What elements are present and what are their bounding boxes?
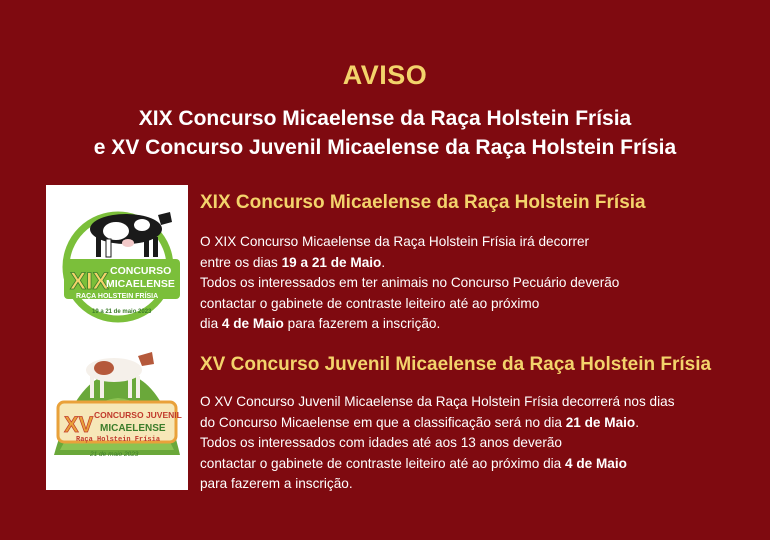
page-title-line2: e XV Concurso Juvenil Micaelense da Raça Holstein Frísia <box>93 136 677 159</box>
section1-heading: XIX Concurso Micaelense da Raça Holstein Frísia <box>200 192 646 213</box>
section1-line1: O XIX Concurso Micaelense da Raça Holstein Frísia irá decorrer <box>200 234 590 249</box>
section2-line1: O XV Concurso Juvenil Micaelense da Raça Holstein Frísia decorrerá nos dias <box>200 394 675 409</box>
section2-text <box>200 392 675 495</box>
svg-text:XV: XV <box>64 412 94 437</box>
svg-text:Raça Holstein Frísia: Raça Holstein Frísia <box>76 436 161 444</box>
section2-line4: contactar o gabinete de contraste leiteiro até ao próximo dia 4 de Maio <box>200 455 627 471</box>
svg-text:XIX: XIX <box>70 268 109 295</box>
concurso-juvenil-logo <box>46 340 188 490</box>
section1-line4: contactar o gabinete de contraste leiteiro até ao próximo <box>200 295 540 311</box>
registration-deadline: 4 de Maio <box>221 316 284 331</box>
classification-date: 21 de Maio <box>565 414 636 430</box>
section2-heading: XV Concurso Juvenil Micaelense da Raça Holstein Frísia <box>200 354 712 375</box>
section2-line3: Todos os interessados com idades até aos 13 anos deverão <box>200 435 562 450</box>
competition-dates: 19 a 21 de Maio <box>281 254 382 270</box>
svg-text:MICAELENSE: MICAELENSE <box>100 423 166 434</box>
svg-text:19 a 21 de maio 2023: 19 a 21 de maio 2023 <box>92 309 152 315</box>
concurso-micaelense-logo <box>46 185 188 335</box>
section1-text <box>200 232 619 335</box>
section1-line2: entre os dias 19 a 21 de Maio. <box>200 254 386 270</box>
svg-text:MICAELENSE: MICAELENSE <box>106 278 175 290</box>
section1-line3: Todos os interessados em ter animais no Concurso Pecuário deverão <box>200 275 620 290</box>
page-title-line1: XIX Concurso Micaelense da Raça Holstein Frísia <box>138 107 632 130</box>
registration-deadline: 4 de Maio <box>565 455 627 471</box>
section1-line5: dia 4 de Maio para fazerem a inscrição. <box>200 316 441 331</box>
section2-line5: para fazerem a inscrição. <box>200 476 353 491</box>
svg-text:CONCURSO: CONCURSO <box>110 265 172 277</box>
svg-text:CONCURSO JUVENIL: CONCURSO JUVENIL <box>94 410 182 420</box>
section2-line2: do Concurso Micaelense em que a classificação será no dia 21 de Maio. <box>200 414 640 430</box>
notice-heading: AVISO <box>342 60 428 90</box>
logos-panel <box>46 185 188 490</box>
svg-text:21 de maio 2023: 21 de maio 2023 <box>90 451 139 458</box>
svg-text:RAÇA HOLSTEIN FRÍSIA: RAÇA HOLSTEIN FRÍSIA <box>76 293 159 300</box>
